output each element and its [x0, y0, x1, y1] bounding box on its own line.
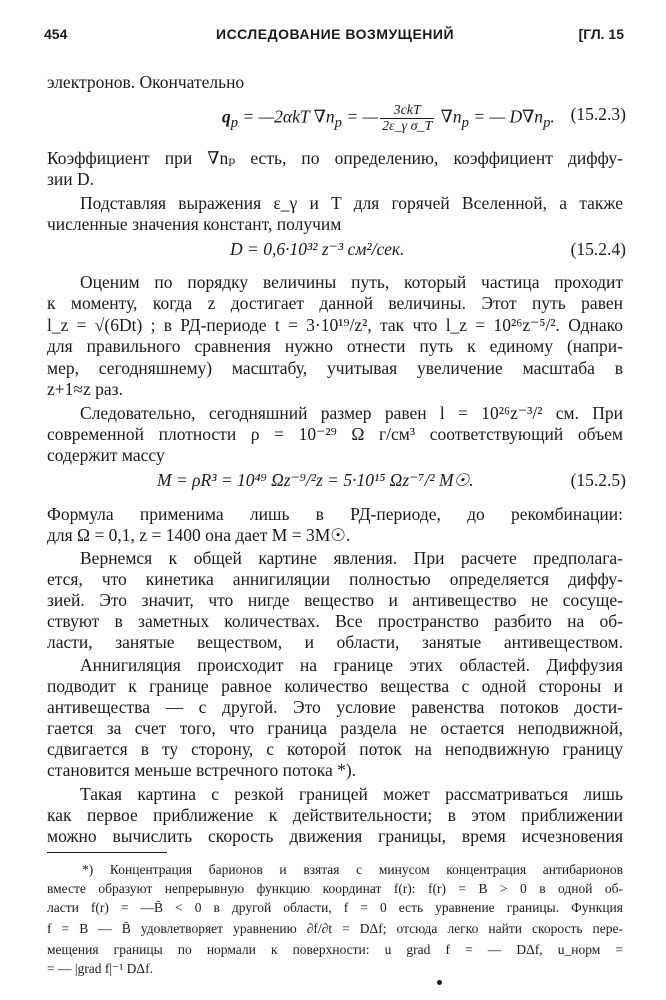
- text-line: Следовательно, сегодняшний размер равен l = 10²⁶z⁻³/² см. При: [80, 403, 623, 423]
- equation-number: (15.2.5): [570, 470, 626, 490]
- text-line: Коэффициент при ∇nₚ есть, по определению, коэффициент диффу-: [47, 148, 623, 168]
- text-line: численные значения констант, получим: [47, 214, 342, 234]
- eq-sub: p: [461, 115, 469, 132]
- text-line: сдвигается в ту сторону, с которой поток на неподвижную границу: [47, 739, 623, 759]
- text-line: гается за счет того, что граница раздела не остается неподвижной,: [47, 718, 623, 738]
- running-header: [44, 26, 624, 48]
- eq-sub: p: [334, 115, 342, 132]
- footnote-line: f = B — B̄ удовлетворяет уравнению ∂f/∂t = DΔf; отсюда легко найти скорость пере-: [47, 921, 623, 936]
- eq-part: = —2αkT ∇n: [238, 106, 335, 127]
- footnote-line: = — |grad f|⁻¹ DΔf.: [47, 961, 153, 976]
- text-line: Аннигиляция происходит на границе этих областей. Диффузия: [80, 655, 623, 675]
- page-number: 454: [44, 26, 68, 42]
- eq-sub: p: [230, 115, 239, 132]
- eq-part: = —: [341, 106, 379, 127]
- text-line: Такая картина с резкой границей может рассматриваться лишь: [80, 784, 623, 804]
- eq-part: ∇n: [436, 106, 462, 127]
- text-line: мер, сегодняшнему) масштабу, учитывая увеличение масштаба в: [47, 358, 623, 378]
- footnote-rule: [47, 852, 167, 853]
- equation-number: (15.2.4): [570, 239, 626, 259]
- fraction-denominator: 2ε_γ σ_T: [382, 119, 433, 134]
- text-line: для правильного сравнения нужно отнести путь к единому (напри-: [47, 336, 623, 356]
- equation-15-2-3: [222, 103, 555, 134]
- equation-15-2-4: D = 0,6·10³² z⁻³ см²/сек.: [230, 239, 405, 259]
- footnote-line: вместе образуют непрерывную функцию координат f(r): f(r) = B > 0 в одной об-: [47, 881, 623, 896]
- text-line: z+1≈z раз.: [47, 379, 123, 399]
- text-line: Подставляя выражения ε_γ и T для горячей Вселенной, а также: [80, 193, 623, 213]
- footnote-line: *) Концентрация барионов и взятая с минусом концентрация антибарионов: [82, 862, 623, 877]
- text-line: зии D.: [47, 169, 95, 189]
- text-line: современной плотности ρ = 10⁻²⁹ Ω г/см³ соответствующий объем: [47, 424, 623, 444]
- running-title: ИССЛЕДОВАНИЕ ВОЗМУЩЕНИЙ: [216, 26, 455, 42]
- text-line: подводит к границе равное количество вещества с одной стороны и: [47, 676, 623, 696]
- eq-part: .: [550, 106, 555, 127]
- print-speck: [437, 980, 442, 985]
- equation-number: (15.2.3): [570, 104, 626, 124]
- text-line: Вернемся к общей картине явления. При расчете предполага-: [80, 548, 623, 568]
- text-line: Оценим по порядку величины путь, который частица проходит: [80, 272, 623, 292]
- eq-lhs: q: [222, 106, 231, 127]
- eq-sub: p: [543, 115, 551, 132]
- text-line: ствуют в заметных количествах. Все пространство разбито на об-: [47, 611, 623, 631]
- text-line: антивещества — с другой. Это условие равенства потоков дости-: [47, 697, 623, 717]
- text-line: содержит массу: [47, 445, 165, 465]
- text-line: l_z = √(6Dt) ; в РД-периоде t = 3·10¹⁹/z², так что l_z = 10²⁶z⁻⁵/². Однако: [47, 315, 623, 335]
- text-line: к моменту, когда z достигает данной величины. Этот путь равен: [47, 293, 623, 313]
- text-line: ласти, занятые веществом, и области, занятые антивеществом.: [47, 632, 623, 652]
- eq-part: = — D∇n: [468, 106, 544, 127]
- text-line: ется, что кинетика аннигиляции полностью определяется диффу-: [47, 569, 623, 589]
- footnote-line: ласти f(r) = —B̄ < 0 в другой области, f = 0 есть уравнение границы. Функция: [47, 900, 623, 915]
- text-line: становится меньше встречного потока *).: [47, 760, 357, 780]
- equation-15-2-5: M = ρR³ = 10⁴⁹ Ωz⁻⁹/²z = 5·10¹⁵ Ωz⁻⁷/² M☉.: [157, 470, 474, 490]
- chapter-label: [ГЛ. 15: [578, 26, 624, 42]
- fraction-numerator: 3ckT: [380, 103, 434, 119]
- footnote-line: мещения границы по нормали к поверхности: u grad f = — DΔf, u_норм =: [47, 942, 623, 957]
- text-line: для Ω = 0,1, z = 1400 она дает M = 3M☉.: [47, 525, 351, 545]
- text-line: электронов. Окончательно: [47, 72, 245, 92]
- text-line: зией. Это значит, что нигде вещество и антивещество не сосуще-: [47, 590, 623, 610]
- text-line: как первое приближение к действительности; в этом приближении: [47, 805, 623, 825]
- text-line: можно вычислить скорость движения границы, время исчезновения: [47, 826, 623, 846]
- text-line: Формула применима лишь в РД-периоде, до рекомбинации:: [47, 504, 623, 524]
- eq-fraction: [380, 103, 434, 134]
